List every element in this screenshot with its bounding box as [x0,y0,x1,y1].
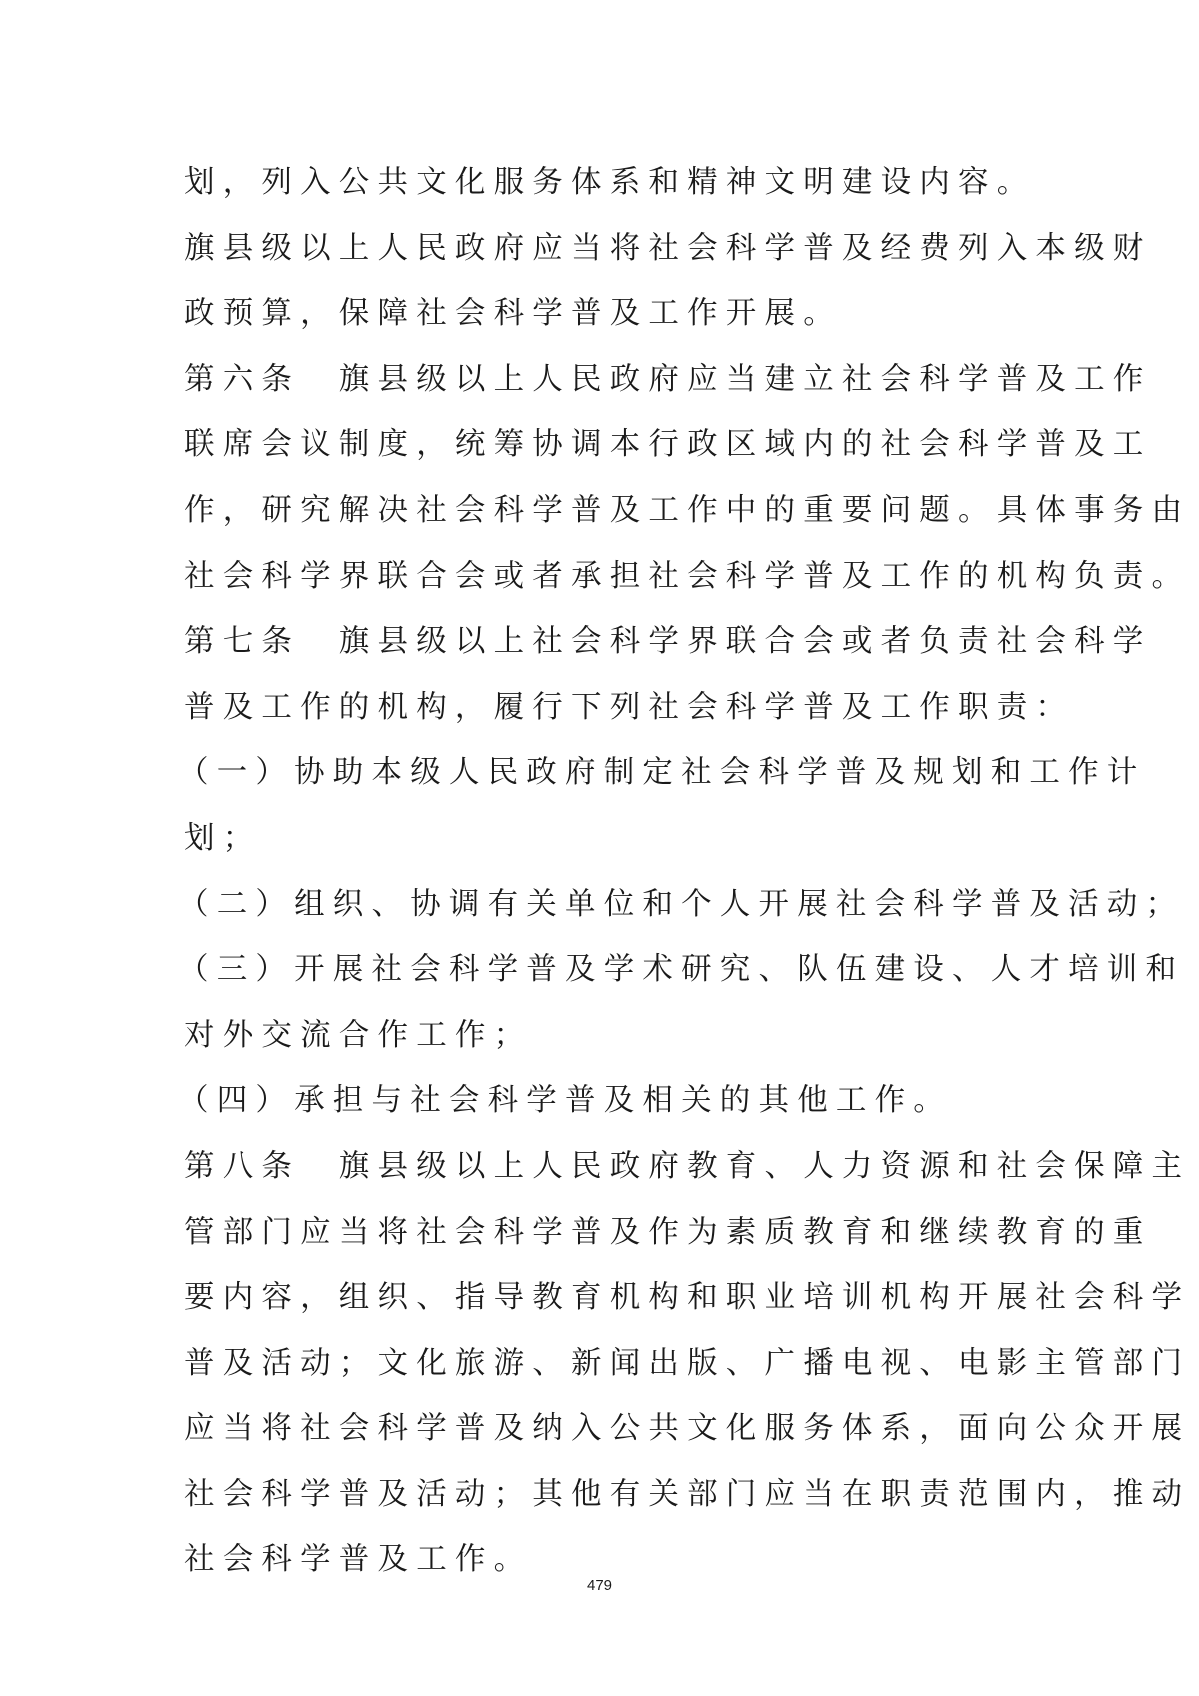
body-text [178,150,1191,1593]
article-6-heading-line: 第六条 旗县级以上人民政府应当建立社会科学普及工作 [184,361,1152,397]
text-line: 普及工作的机构，履行下列社会科学普及工作职责： [184,689,1075,725]
text-line: 管部门应当将社会科学普及作为素质教育和继续教育的重 [184,1214,1152,1250]
text-line: 普及活动；文化旅游、新闻出版、广播电视、电影主管部门 [184,1345,1191,1381]
text-line: 划； [184,820,262,856]
text-line: 联席会议制度，统筹协调本行政区域内的社会科学普及工 [184,427,1152,463]
text-line: 要内容，组织、指导教育机构和职业培训机构开展社会科学 [184,1280,1191,1316]
page-number: 479 [586,1577,613,1594]
text-line: 社会科学普及活动；其他有关部门应当在职责范围内，推动 [184,1476,1191,1512]
text-line: 社会科学界联合会或者承担社会科学普及工作的机构负责。 [184,558,1191,594]
text-line: 社会科学普及工作。 [184,1542,533,1578]
list-item-3: （三）开展社会科学普及学术研究、队伍建设、人才培训和 [178,952,1185,988]
text-line: 应当将社会科学普及纳入公共文化服务体系，面向公众开展 [184,1411,1191,1447]
list-item-2: （二）组织、协调有关单位和个人开展社会科学普及活动； [178,886,1185,922]
text-line: 划，列入公共文化服务体系和精神文明建设内容。 [184,165,1036,200]
list-item-4: （四）承担与社会科学普及相关的其他工作。 [178,1083,952,1119]
article-8-heading-line: 第八条 旗县级以上人民政府教育、人力资源和社会保障主 [184,1148,1191,1184]
text-line: 政预算，保障社会科学普及工作开展。 [184,296,842,332]
list-item-1: （一）协助本级人民政府制定社会科学普及规划和工作计 [178,755,1146,791]
article-7-heading-line: 第七条 旗县级以上社会科学界联合会或者负责社会科学 [184,624,1152,660]
text-line: 旗县级以上人民政府应当将社会科学普及经费列入本级财 [184,230,1152,266]
text-line: 对外交流合作工作； [184,1017,533,1053]
text-line: 作，研究解决社会科学普及工作中的重要问题。具体事务由 [184,492,1191,528]
